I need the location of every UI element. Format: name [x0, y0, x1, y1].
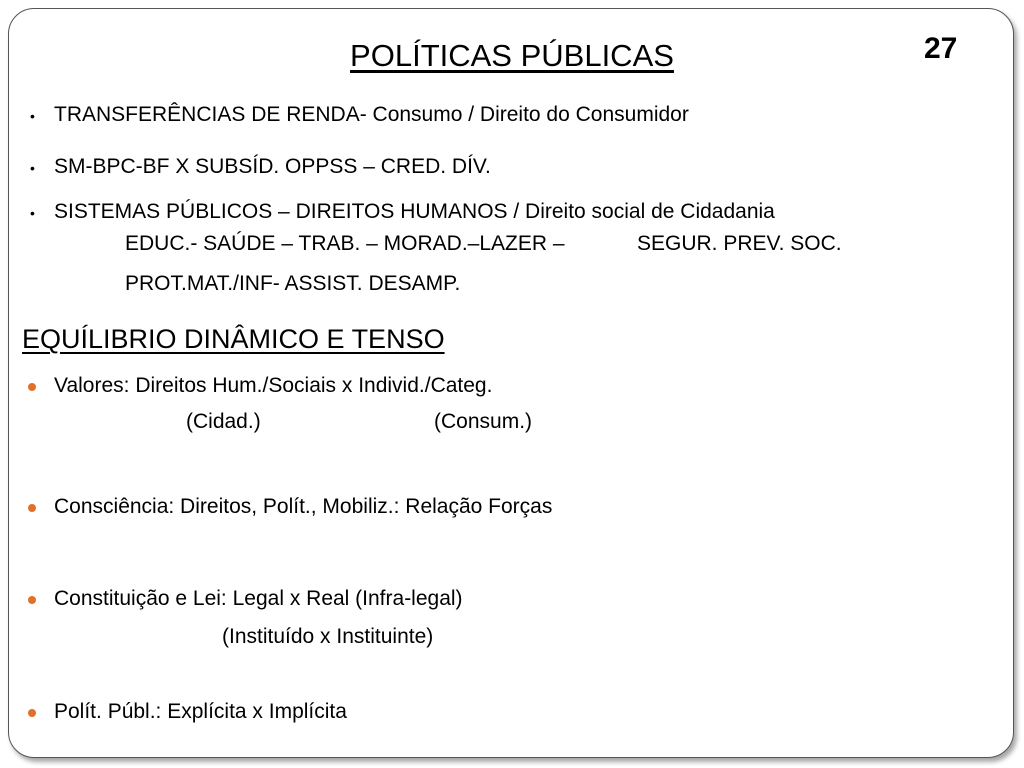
list-item: Consciência: Direitos, Polít., Mobiliz.: Relação Forças [54, 495, 553, 518]
sub-line: (Cidad.) [186, 410, 261, 433]
list-item: SISTEMAS PÚBLICOS – DIREITOS HUMANOS / Direito social de Cidadania [54, 200, 775, 223]
sub-line: (Consum.) [434, 410, 533, 433]
slide-number: 27 [924, 32, 958, 65]
list-item: SM-BPC-BF X SUBSÍD. OPPSS – CRED. DÍV. [54, 155, 491, 178]
sub-line: (Instituído x Instituinte) [222, 625, 434, 648]
bullet-glyph: • [30, 108, 35, 124]
bullet-dot [28, 383, 36, 391]
list-item: Polít. Públ.: Explícita x Implícita [54, 700, 347, 723]
sub-line: SEGUR. PREV. SOC. [637, 232, 842, 255]
list-item: Constituição e Lei: Legal x Real (Infra-legal) [54, 587, 463, 610]
list-item: Valores: Direitos Hum./Sociais x Individ./Categ. [54, 374, 493, 397]
bullet-glyph: • [30, 205, 35, 221]
section-heading: EQUÍLIBRIO DINÂMICO E TENSO [22, 324, 445, 354]
sub-line: EDUC.- SAÚDE – TRAB. – MORAD.–LAZER – [125, 232, 565, 255]
slide-title: POLÍTICAS PÚBLICAS [350, 38, 674, 73]
bullet-dot [28, 504, 36, 512]
bullet-glyph: • [30, 160, 35, 176]
sub-line: PROT.MAT./INF- ASSIST. DESAMP. [125, 272, 461, 295]
bullet-dot [28, 596, 36, 604]
bullet-dot [28, 709, 36, 717]
list-item: TRANSFERÊNCIAS DE RENDA- Consumo / Direito do Consumidor [54, 103, 689, 126]
